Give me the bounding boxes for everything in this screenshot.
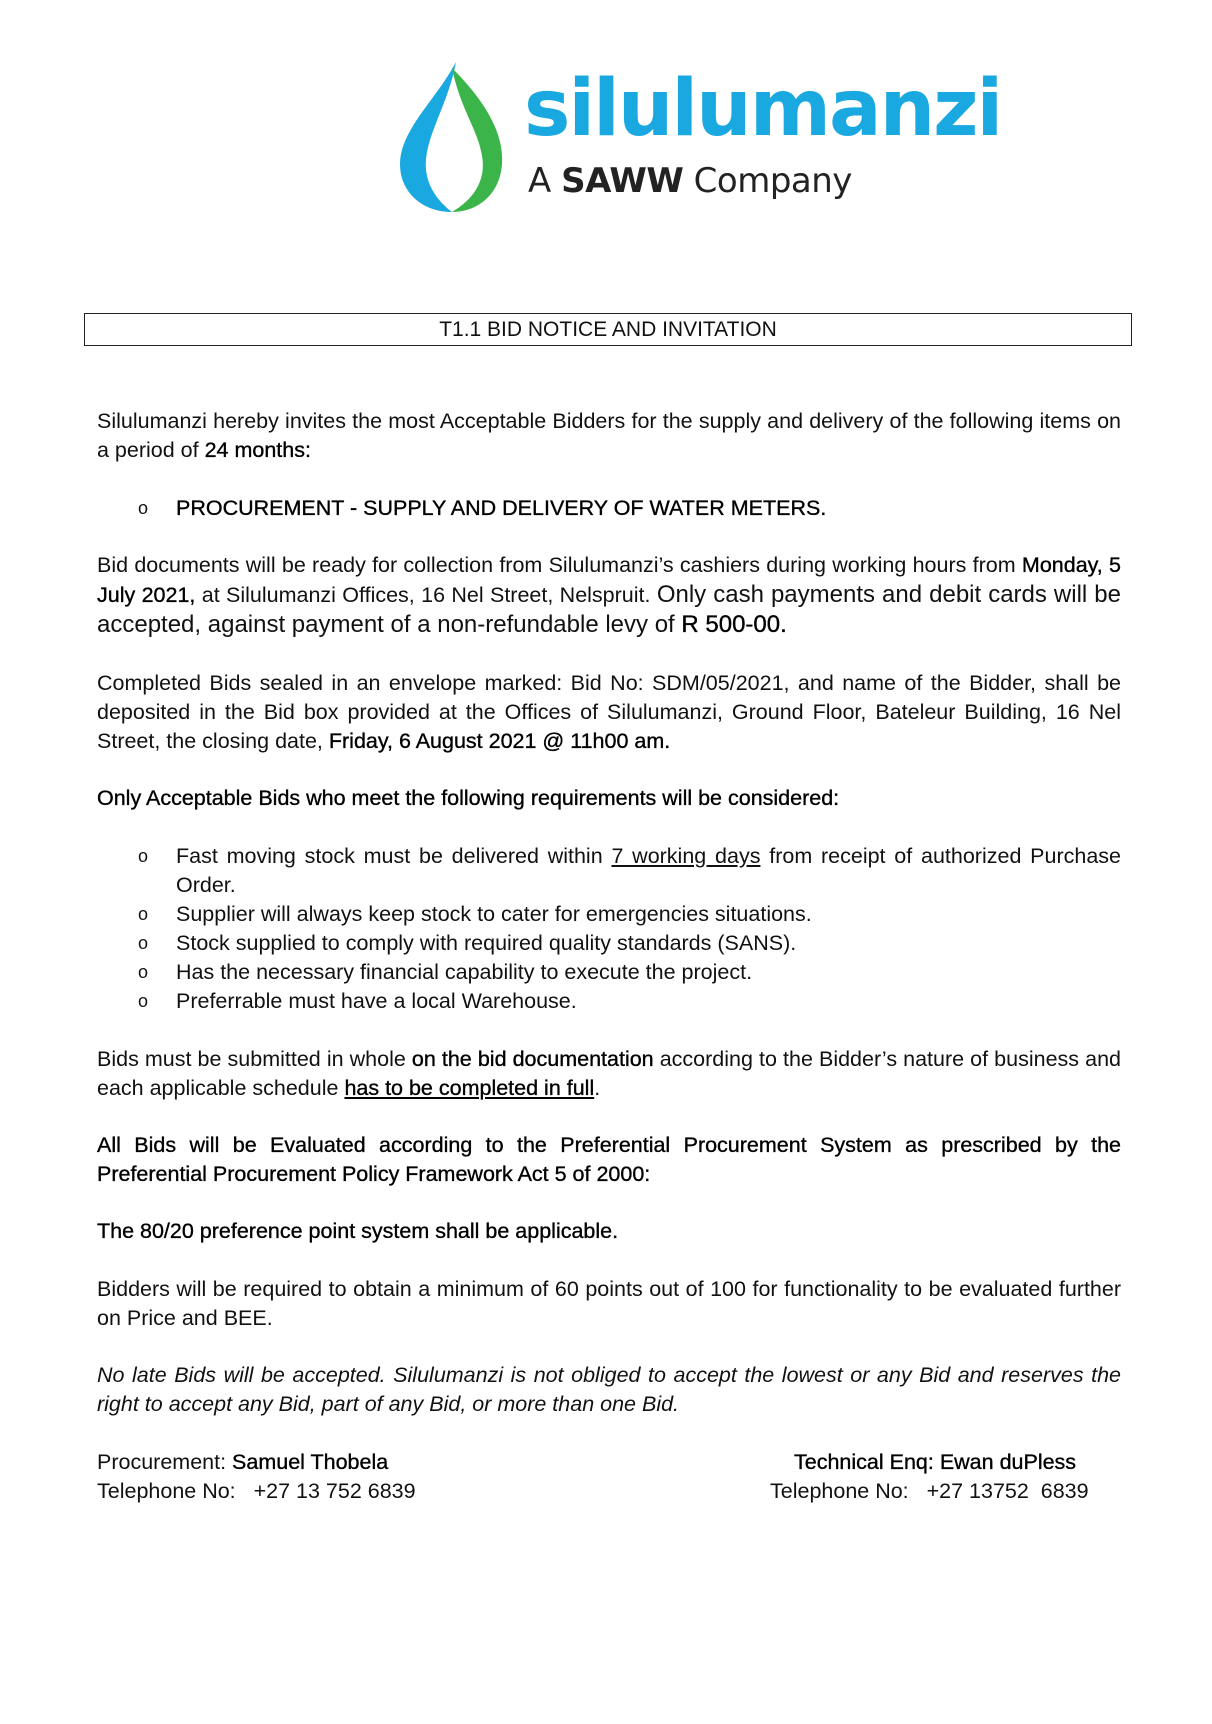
list-item (130, 900, 1121, 929)
procurement-phone-label: Telephone No: (97, 1479, 236, 1503)
requirement-text: Stock supplied to comply with required quality standards (SANS). (176, 931, 797, 955)
disclaimer-paragraph: No late Bids will be accepted. Silulumanzi is not obliged to accept the lowest or any Bid and reserves the right to accept any Bid, part of any Bid, or more than one Bid. (97, 1363, 1121, 1416)
bullet-marker: o (138, 846, 149, 866)
page-title: T1.1 BID NOTICE AND INVITATION (84, 313, 1132, 346)
requirement-text: Fast moving stock must be delivered within (176, 844, 612, 868)
technical-phone-label: Telephone No: (770, 1479, 909, 1503)
levy-amount: R 500-00. (681, 611, 787, 638)
requirement-text: Supplier will always keep stock to cater for emergencies situations. (176, 902, 812, 926)
procurement-phone: +27 13 752 6839 (253, 1479, 416, 1503)
preference-paragraph: The 80/20 preference point system shall be applicable. (97, 1219, 619, 1243)
bullet-marker: o (138, 904, 149, 924)
requirements-heading: Only Acceptable Bids who meet the following requirements will be considered: (97, 786, 840, 810)
procurement-item-text: PROCUREMENT - SUPPLY AND DELIVERY OF WATER METERS. (176, 496, 827, 520)
tagline-suffix: Company (693, 161, 852, 201)
intro-paragraph (97, 407, 1121, 465)
intro-text: Silulumanzi hereby invites the most Acceptable Bidders for the supply and delivery of the following items on a period of (97, 409, 1121, 462)
requirement-text: Has the necessary financial capability to execute the project. (176, 960, 753, 984)
tagline-brand: SAWW (561, 161, 684, 201)
list-item (130, 987, 1121, 1016)
collection-text-3: , against payment of a non-refundable levy of (194, 611, 682, 638)
requirement-text-after: from receipt of authorized Purchase Order. (176, 844, 1122, 897)
collection-text-2: at Silulumanzi Offices, 16 Nel Street, Nelspruit. (195, 583, 657, 607)
procurement-contact-name-line (97, 1448, 416, 1477)
bullet-marker: o (138, 962, 149, 982)
rules-text-3: . (594, 1076, 601, 1100)
list-item (130, 958, 1121, 987)
closing-date: Friday, 6 August 2021 @ 11h00 am. (328, 729, 671, 753)
water-drop-logo-icon (396, 60, 506, 214)
procurement-label: Procurement: (97, 1450, 233, 1474)
payment-methods: Only cash payments and debit cards will be accepted (97, 581, 1121, 638)
rules-text-1: Bids must be submitted in whole (97, 1047, 412, 1071)
company-logo (396, 60, 1002, 220)
collection-text-1: Bid documents will be ready for collection from Silulumanzi’s cashiers during working hours from (97, 553, 1022, 577)
collection-paragraph (97, 551, 1121, 640)
bullet-marker: o (138, 498, 149, 518)
procurement-contact (97, 1448, 416, 1506)
rules-emphasis-2: has to be completed in full (344, 1076, 595, 1100)
bullet-marker: o (138, 991, 149, 1011)
technical-name: Ewan duPless (939, 1450, 1077, 1474)
technical-contact-name-line (770, 1448, 1121, 1477)
submission-rules-paragraph (97, 1045, 1121, 1103)
evaluation-paragraph: All Bids will be Evaluated according to the Preferential Procurement System as prescribed by the Preferential Procurement Policy Framework Act 5 of 2000: (97, 1133, 1121, 1186)
requirements-list (130, 842, 1121, 1016)
technical-contact (770, 1448, 1121, 1506)
rules-text-2: according to the Bidder’s nature of business and each applicable schedule (97, 1047, 1121, 1100)
procurement-phone-line (97, 1477, 416, 1506)
requirement-emphasis: 7 working days (611, 844, 761, 868)
logo-tagline (528, 161, 852, 201)
intro-period: 24 months: (204, 438, 311, 462)
technical-phone-line (770, 1477, 1121, 1506)
bullet-marker: o (138, 933, 149, 953)
collection-date: Monday, 5 July 2021, (97, 553, 1121, 607)
rules-emphasis-1: on the bid documentation (411, 1047, 654, 1071)
list-item (130, 929, 1121, 958)
tagline-prefix: A (528, 161, 551, 201)
functionality-paragraph: Bidders will be required to obtain a minimum of 60 points out of 100 for functionality to be evaluated further on Price and BEE. (97, 1277, 1121, 1330)
submission-text: Completed Bids sealed in an envelope marked: Bid No: SDM/05/2021, and name of the Bidder, shall be deposited in the Bid box provided at the Offices of Silulumanzi, Ground Floor, Bateleur Building, 16 Nel Street, the closing date, (97, 671, 1121, 753)
submission-paragraph (97, 669, 1121, 756)
technical-label: Technical Enq: (794, 1450, 940, 1474)
logo-wordmark: silulumanzi (524, 64, 1002, 154)
procurement-name: Samuel Thobela (232, 1450, 389, 1474)
list-item (130, 842, 1121, 900)
requirement-text: Preferrable must have a local Warehouse. (176, 989, 577, 1013)
technical-phone: +27 13752 6839 (926, 1479, 1089, 1503)
